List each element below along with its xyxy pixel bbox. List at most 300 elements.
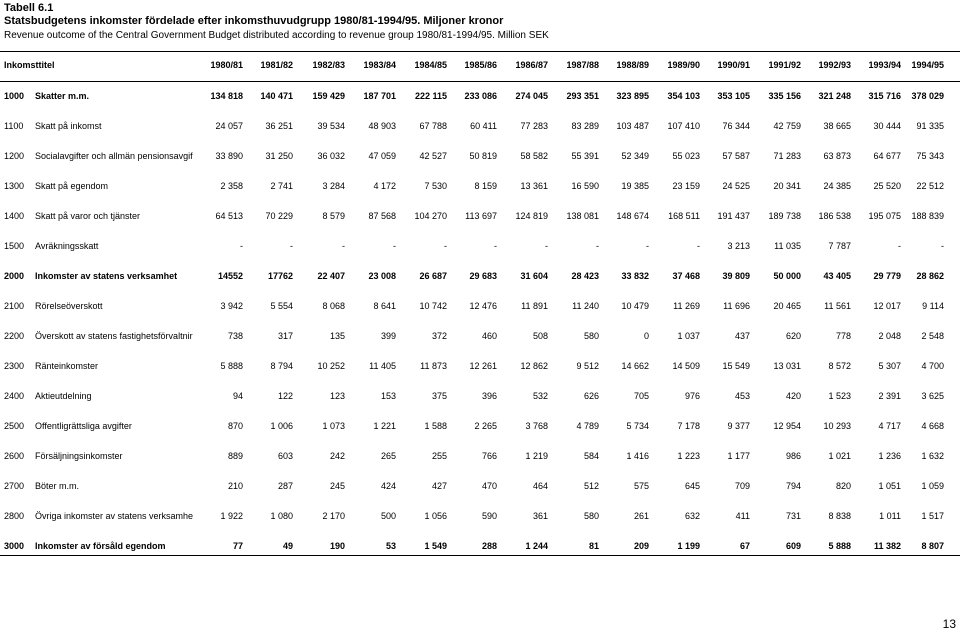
table-cell: 1 416 bbox=[626, 451, 649, 461]
table-cell: 11 035 bbox=[774, 241, 801, 251]
table-cell: 9 377 bbox=[727, 421, 750, 431]
table-cell: 50 819 bbox=[469, 151, 497, 161]
table-cell: 12 862 bbox=[520, 361, 548, 371]
row-label: Ränteinkomster bbox=[35, 361, 99, 371]
table-cell: 1 588 bbox=[424, 421, 447, 431]
table-cell: - bbox=[545, 241, 548, 251]
table-cell: - bbox=[596, 241, 599, 251]
table-cell: - bbox=[494, 241, 497, 251]
table-cell: 31 604 bbox=[520, 271, 548, 281]
table-row bbox=[0, 241, 960, 255]
table-cell: 70 229 bbox=[265, 211, 293, 221]
table-cell: 5 554 bbox=[270, 301, 293, 311]
table-cell: 4 668 bbox=[921, 421, 944, 431]
row-code: 2500 bbox=[4, 421, 25, 431]
year-header: 1994/95 bbox=[911, 60, 944, 70]
row-code: 2200 bbox=[4, 331, 25, 341]
table-cell: 3 768 bbox=[525, 421, 548, 431]
table-cell: 186 538 bbox=[818, 211, 851, 221]
table-cell: 3 213 bbox=[727, 241, 750, 251]
table-cell: 317 bbox=[277, 331, 293, 341]
table-cell: 12 476 bbox=[469, 301, 497, 311]
table-cell: 1 177 bbox=[727, 451, 750, 461]
table-cell: 3 625 bbox=[921, 391, 944, 401]
table-cell: 632 bbox=[684, 511, 700, 521]
table-cell: 42 759 bbox=[773, 121, 801, 131]
table-cell: 7 787 bbox=[828, 241, 851, 251]
page-number: 13 bbox=[942, 617, 956, 631]
table-cell: 12 954 bbox=[773, 421, 801, 431]
table-cell: 123 bbox=[329, 391, 345, 401]
table-cell: 245 bbox=[329, 481, 345, 491]
table-cell: 8 838 bbox=[828, 511, 851, 521]
row-code: 2800 bbox=[4, 511, 25, 521]
table-cell: 13 031 bbox=[773, 361, 801, 371]
table-cell: 580 bbox=[583, 511, 599, 521]
year-header: 1989/90 bbox=[667, 60, 700, 70]
table-cell: 1 922 bbox=[220, 511, 243, 521]
table-cell: 709 bbox=[734, 481, 750, 491]
table-cell: 138 081 bbox=[566, 211, 599, 221]
table-cell: 16 590 bbox=[571, 181, 599, 191]
row-code: 1300 bbox=[4, 181, 25, 191]
table-cell: 705 bbox=[633, 391, 649, 401]
table-cell: 38 665 bbox=[823, 121, 851, 131]
table-header-row bbox=[0, 60, 960, 74]
table-title-english: Revenue outcome of the Central Government Budget distributed according to revenue group 1980/81-1994/95. Million SEK bbox=[4, 30, 549, 41]
table-cell: 5 888 bbox=[828, 541, 851, 551]
table-cell: 233 086 bbox=[464, 91, 497, 101]
table-cell: 500 bbox=[380, 511, 396, 521]
table-cell: 2 170 bbox=[322, 511, 345, 521]
row-label: Offentligrättsliga avgifter bbox=[35, 421, 132, 431]
table-cell: 20 465 bbox=[773, 301, 801, 311]
year-header: 1982/83 bbox=[312, 60, 345, 70]
row-code: 2600 bbox=[4, 451, 25, 461]
table-cell: 1 199 bbox=[677, 541, 700, 551]
table-cell: 210 bbox=[227, 481, 243, 491]
row-label: Böter m.m. bbox=[35, 481, 80, 491]
table-cell: 14 509 bbox=[672, 361, 700, 371]
table-cell: 464 bbox=[532, 481, 548, 491]
table-cell: 135 bbox=[329, 331, 345, 341]
row-label: Skatt på egendom bbox=[35, 181, 109, 191]
table-cell: 1 051 bbox=[878, 481, 901, 491]
table-cell: 37 468 bbox=[672, 271, 700, 281]
table-cell: 5 888 bbox=[220, 361, 243, 371]
table-cell: 124 819 bbox=[515, 211, 548, 221]
row-label: Aktieutdelning bbox=[35, 391, 92, 401]
table-cell: 60 411 bbox=[470, 121, 497, 131]
table-cell: 315 716 bbox=[868, 91, 901, 101]
table-cell: 287 bbox=[277, 481, 293, 491]
table-cell: - bbox=[444, 241, 447, 251]
table-cell: 75 343 bbox=[916, 151, 944, 161]
table-cell: 188 839 bbox=[911, 211, 944, 221]
table-cell: 83 289 bbox=[571, 121, 599, 131]
table-cell: 122 bbox=[277, 391, 293, 401]
table-cell: 1 021 bbox=[828, 451, 851, 461]
table-cell: 28 862 bbox=[916, 271, 944, 281]
table-cell: 460 bbox=[481, 331, 497, 341]
table-top-rule bbox=[0, 51, 960, 52]
table-cell: 29 779 bbox=[873, 271, 901, 281]
table-cell: 411 bbox=[735, 511, 750, 521]
table-cell: 512 bbox=[583, 481, 599, 491]
table-cell: - bbox=[393, 241, 396, 251]
table-cell: 1 006 bbox=[270, 421, 293, 431]
table-cell: 293 351 bbox=[566, 91, 599, 101]
table-cell: 191 437 bbox=[717, 211, 750, 221]
row-label: Skatter m.m. bbox=[35, 91, 90, 101]
table-cell: 4 172 bbox=[373, 181, 396, 191]
table-cell: 22 407 bbox=[317, 271, 345, 281]
table-cell: 288 bbox=[481, 541, 497, 551]
table-cell: 4 789 bbox=[576, 421, 599, 431]
table-cell: 8 572 bbox=[828, 361, 851, 371]
table-cell: 39 534 bbox=[317, 121, 345, 131]
table-cell: 870 bbox=[227, 421, 243, 431]
table-cell: 8 579 bbox=[322, 211, 345, 221]
table-cell: 738 bbox=[227, 331, 243, 341]
table-cell: 766 bbox=[481, 451, 497, 461]
row-label: Överskott av statens fastighetsförvaltnir bbox=[35, 331, 193, 341]
table-cell: 9 512 bbox=[576, 361, 599, 371]
table-cell: - bbox=[898, 241, 901, 251]
table-cell: 1 011 bbox=[879, 511, 901, 521]
row-code: 1100 bbox=[4, 121, 24, 131]
table-cell: 22 512 bbox=[916, 181, 944, 191]
row-code: 1200 bbox=[4, 151, 25, 161]
table-cell: 1 056 bbox=[424, 511, 447, 521]
table-cell: 335 156 bbox=[768, 91, 801, 101]
year-header: 1987/88 bbox=[566, 60, 599, 70]
table-cell: 49 bbox=[282, 541, 293, 551]
table-cell: 10 252 bbox=[317, 361, 345, 371]
table-cell: 575 bbox=[633, 481, 649, 491]
table-cell: 420 bbox=[785, 391, 801, 401]
table-cell: 590 bbox=[481, 511, 497, 521]
table-cell: 4 700 bbox=[921, 361, 944, 371]
row-label: Övriga inkomster av statens verksamhe bbox=[35, 511, 194, 521]
year-header: 1990/91 bbox=[717, 60, 750, 70]
table-cell: 1 073 bbox=[322, 421, 345, 431]
table-cell: 584 bbox=[583, 451, 599, 461]
row-code: 2700 bbox=[4, 481, 25, 491]
table-cell: 0 bbox=[643, 331, 649, 341]
table-cell: 609 bbox=[785, 541, 801, 551]
table-cell: 76 344 bbox=[722, 121, 750, 131]
table-cell: 2 358 bbox=[220, 181, 243, 191]
table-cell: 39 809 bbox=[722, 271, 750, 281]
table-cell: 107 410 bbox=[667, 121, 700, 131]
table-cell: 47 059 bbox=[368, 151, 396, 161]
row-label: Rörelseöverskott bbox=[35, 301, 103, 311]
row-code: 3000 bbox=[4, 541, 25, 551]
table-cell: 67 788 bbox=[419, 121, 447, 131]
table-cell: 53 bbox=[385, 541, 396, 551]
table-cell: 424 bbox=[380, 481, 396, 491]
table-cell: 1 517 bbox=[921, 511, 944, 521]
table-cell: 30 444 bbox=[873, 121, 901, 131]
table-number: Tabell 6.1 bbox=[4, 2, 54, 14]
table-cell: 11 405 bbox=[369, 361, 396, 371]
table-cell: 470 bbox=[481, 481, 497, 491]
row-code: 1500 bbox=[4, 241, 25, 251]
year-header: 1992/93 bbox=[818, 60, 851, 70]
table-cell: 63 873 bbox=[823, 151, 851, 161]
table-cell: 1 080 bbox=[270, 511, 293, 521]
row-code: 1400 bbox=[4, 211, 25, 221]
table-row bbox=[0, 211, 960, 225]
table-cell: 532 bbox=[532, 391, 548, 401]
table-row bbox=[0, 271, 960, 285]
table-cell: 378 029 bbox=[911, 91, 944, 101]
table-cell: 794 bbox=[785, 481, 801, 491]
table-cell: - bbox=[941, 241, 944, 251]
table-cell: 25 520 bbox=[873, 181, 901, 191]
table-cell: 159 429 bbox=[312, 91, 345, 101]
table-cell: 976 bbox=[684, 391, 700, 401]
table-cell: 140 471 bbox=[260, 91, 293, 101]
table-cell: 437 bbox=[734, 331, 750, 341]
table-cell: 209 bbox=[633, 541, 649, 551]
table-cell: 11 873 bbox=[420, 361, 447, 371]
table-cell: 13 361 bbox=[520, 181, 548, 191]
table-cell: 10 479 bbox=[621, 301, 649, 311]
table-cell: 195 075 bbox=[868, 211, 901, 221]
year-header: 1980/81 bbox=[210, 60, 243, 70]
table-cell: 1 549 bbox=[424, 541, 447, 551]
table-cell: 57 587 bbox=[722, 151, 750, 161]
row-label: Försäljningsinkomster bbox=[35, 451, 123, 461]
year-header: 1984/85 bbox=[414, 60, 447, 70]
table-cell: 11 269 bbox=[673, 301, 700, 311]
row-label: Socialavgifter och allmän pensionsavgif bbox=[35, 151, 193, 161]
table-cell: 1 236 bbox=[878, 451, 901, 461]
table-row bbox=[0, 301, 960, 315]
table-cell: 453 bbox=[734, 391, 750, 401]
table-cell: 17762 bbox=[267, 271, 293, 281]
table-cell: 8 068 bbox=[322, 301, 345, 311]
table-cell: 645 bbox=[684, 481, 700, 491]
table-cell: 10 742 bbox=[419, 301, 447, 311]
table-cell: 168 511 bbox=[668, 211, 700, 221]
table-row bbox=[0, 541, 960, 555]
table-cell: 15 549 bbox=[722, 361, 750, 371]
row-label: Inkomster av försåld egendom bbox=[35, 541, 166, 551]
table-cell: 323 895 bbox=[616, 91, 649, 101]
table-cell: 52 349 bbox=[621, 151, 649, 161]
table-cell: 626 bbox=[583, 391, 599, 401]
table-row bbox=[0, 361, 960, 375]
table-cell: 1 059 bbox=[921, 481, 944, 491]
table-cell: 11 382 bbox=[873, 541, 901, 551]
table-cell: 113 697 bbox=[465, 211, 497, 221]
table-cell: 580 bbox=[583, 331, 599, 341]
table-cell: 11 561 bbox=[824, 301, 851, 311]
table-cell: 1 523 bbox=[828, 391, 851, 401]
table-cell: 889 bbox=[227, 451, 243, 461]
table-cell: 9 114 bbox=[922, 301, 944, 311]
table-cell: 11 891 bbox=[521, 301, 548, 311]
year-header: 1986/87 bbox=[515, 60, 548, 70]
table-cell: 361 bbox=[532, 511, 548, 521]
table-cell: 1 037 bbox=[677, 331, 700, 341]
table-cell: 71 283 bbox=[773, 151, 801, 161]
table-cell: 153 bbox=[380, 391, 396, 401]
table-cell: 24 057 bbox=[215, 121, 243, 131]
table-bottom-rule bbox=[0, 555, 960, 556]
table-cell: 5 307 bbox=[878, 361, 901, 371]
table-cell: 64 513 bbox=[215, 211, 243, 221]
table-cell: 8 807 bbox=[921, 541, 944, 551]
table-cell: - bbox=[342, 241, 345, 251]
table-cell: - bbox=[646, 241, 649, 251]
table-cell: 31 250 bbox=[265, 151, 293, 161]
table-cell: 10 293 bbox=[823, 421, 851, 431]
table-cell: 3 284 bbox=[322, 181, 345, 191]
table-cell: 28 423 bbox=[571, 271, 599, 281]
table-cell: 4 717 bbox=[878, 421, 901, 431]
table-row bbox=[0, 121, 960, 135]
table-cell: 43 405 bbox=[823, 271, 851, 281]
table-row bbox=[0, 391, 960, 405]
table-cell: 274 045 bbox=[515, 91, 548, 101]
table-cell: 23 008 bbox=[368, 271, 396, 281]
table-cell: 261 bbox=[633, 511, 649, 521]
table-cell: 187 701 bbox=[363, 91, 396, 101]
table-cell: 2 265 bbox=[474, 421, 497, 431]
table-row bbox=[0, 451, 960, 465]
table-cell: 508 bbox=[532, 331, 548, 341]
row-label: Skatt på varor och tjänster bbox=[35, 211, 141, 221]
table-cell: 620 bbox=[785, 331, 801, 341]
table-cell: 58 582 bbox=[520, 151, 548, 161]
table-cell: 8 794 bbox=[270, 361, 293, 371]
table-row bbox=[0, 511, 960, 525]
table-cell: 50 000 bbox=[773, 271, 801, 281]
year-header: 1981/82 bbox=[260, 60, 293, 70]
table-cell: 94 bbox=[232, 391, 243, 401]
table-cell: - bbox=[290, 241, 293, 251]
table-cell: 77 bbox=[232, 541, 243, 551]
table-row bbox=[0, 481, 960, 495]
table-cell: 1 244 bbox=[525, 541, 548, 551]
table-row bbox=[0, 331, 960, 345]
table-cell: 1 221 bbox=[373, 421, 396, 431]
table-row bbox=[0, 91, 960, 105]
table-cell: 64 677 bbox=[873, 151, 901, 161]
year-header: 1988/89 bbox=[616, 60, 649, 70]
table-cell: 2 391 bbox=[878, 391, 901, 401]
table-cell: 91 335 bbox=[916, 121, 944, 131]
table-cell: 104 270 bbox=[414, 211, 447, 221]
row-code: 2100 bbox=[4, 301, 25, 311]
table-cell: 33 832 bbox=[621, 271, 649, 281]
table-cell: 8 641 bbox=[373, 301, 396, 311]
table-cell: 8 159 bbox=[474, 181, 497, 191]
row-label: Avräkningsskatt bbox=[35, 241, 99, 251]
table-cell: 77 283 bbox=[520, 121, 548, 131]
table-cell: 2 548 bbox=[921, 331, 944, 341]
table-cell: 986 bbox=[785, 451, 801, 461]
table-cell: 3 942 bbox=[220, 301, 243, 311]
table-cell: 354 103 bbox=[667, 91, 700, 101]
table-cell: - bbox=[240, 241, 243, 251]
table-cell: 2 048 bbox=[878, 331, 901, 341]
table-cell: 189 738 bbox=[768, 211, 801, 221]
table-cell: 14552 bbox=[217, 271, 243, 281]
table-cell: 29 683 bbox=[469, 271, 497, 281]
row-code: 2300 bbox=[4, 361, 25, 371]
row-label: Inkomster av statens verksamhet bbox=[35, 271, 178, 281]
table-cell: 255 bbox=[431, 451, 447, 461]
table-cell: 778 bbox=[835, 331, 851, 341]
table-cell: 19 385 bbox=[621, 181, 649, 191]
table-cell: 33 890 bbox=[215, 151, 243, 161]
table-cell: 20 341 bbox=[773, 181, 801, 191]
table-cell: 36 251 bbox=[265, 121, 293, 131]
table-cell: 7 178 bbox=[677, 421, 700, 431]
table-cell: 7 530 bbox=[424, 181, 447, 191]
table-cell: 5 734 bbox=[626, 421, 649, 431]
table-cell: 55 023 bbox=[672, 151, 700, 161]
table-cell: 190 bbox=[329, 541, 345, 551]
table-cell: 14 662 bbox=[621, 361, 649, 371]
table-cell: 1 632 bbox=[921, 451, 944, 461]
table-cell: 242 bbox=[329, 451, 345, 461]
row-label: Skatt på inkomst bbox=[35, 121, 102, 131]
table-cell: 399 bbox=[380, 331, 396, 341]
table-cell: 731 bbox=[785, 511, 801, 521]
table-cell: 375 bbox=[431, 391, 447, 401]
table-cell: - bbox=[697, 241, 700, 251]
table-cell: 148 674 bbox=[616, 211, 649, 221]
year-header: 1991/92 bbox=[768, 60, 801, 70]
table-row bbox=[0, 151, 960, 165]
table-cell: 353 105 bbox=[717, 91, 750, 101]
table-cell: 55 391 bbox=[571, 151, 599, 161]
table-cell: 222 115 bbox=[414, 91, 447, 101]
table-cell: 24 525 bbox=[722, 181, 750, 191]
table-cell: 11 240 bbox=[572, 301, 599, 311]
table-cell: 81 bbox=[588, 541, 599, 551]
table-cell: 24 385 bbox=[823, 181, 851, 191]
table-header-rule bbox=[0, 81, 960, 82]
year-header: 1985/86 bbox=[464, 60, 497, 70]
header-label: Inkomsttitel bbox=[4, 60, 55, 70]
table-cell: 1 219 bbox=[525, 451, 548, 461]
table-cell: 48 903 bbox=[368, 121, 396, 131]
table-cell: 372 bbox=[431, 331, 447, 341]
table-cell: 11 696 bbox=[723, 301, 750, 311]
table-cell: 321 248 bbox=[818, 91, 851, 101]
year-header: 1993/94 bbox=[868, 60, 901, 70]
table-cell: 87 568 bbox=[368, 211, 396, 221]
table-cell: 427 bbox=[431, 481, 447, 491]
table-row bbox=[0, 421, 960, 435]
table-cell: 36 032 bbox=[317, 151, 345, 161]
table-cell: 603 bbox=[277, 451, 293, 461]
table-row bbox=[0, 181, 960, 195]
table-cell: 26 687 bbox=[419, 271, 447, 281]
table-cell: 12 261 bbox=[469, 361, 497, 371]
table-cell: 23 159 bbox=[672, 181, 700, 191]
table-cell: 820 bbox=[835, 481, 851, 491]
row-code: 2400 bbox=[4, 391, 25, 401]
row-code: 1000 bbox=[4, 91, 25, 101]
